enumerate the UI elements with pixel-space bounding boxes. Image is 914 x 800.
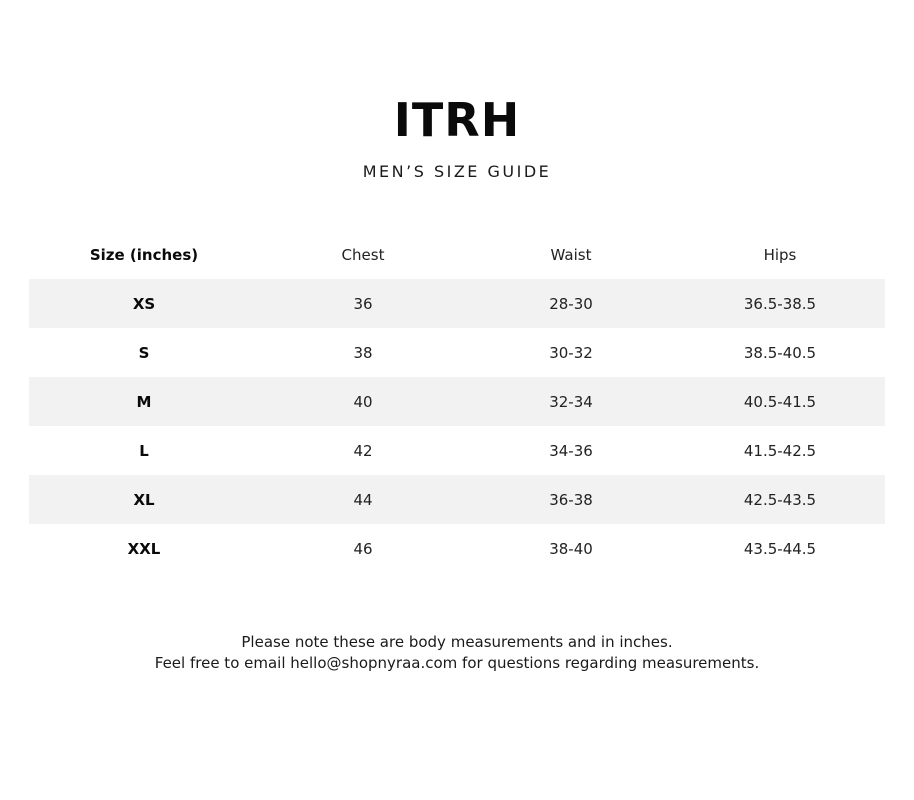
chest-cell: 44 bbox=[353, 490, 373, 509]
chest-cell: 42 bbox=[353, 441, 373, 460]
size-cell: L bbox=[139, 441, 149, 460]
size-table bbox=[29, 230, 885, 573]
hips-cell: 41.5-42.5 bbox=[743, 441, 817, 460]
measurement-note bbox=[0, 632, 914, 674]
table-row bbox=[29, 377, 885, 426]
size-cell: M bbox=[136, 392, 152, 411]
table-header-row bbox=[29, 230, 885, 279]
header-waist: Waist bbox=[550, 245, 592, 264]
chest-cell: 46 bbox=[353, 539, 373, 558]
header-hips: Hips bbox=[763, 245, 797, 264]
hips-cell: 38.5-40.5 bbox=[743, 343, 817, 362]
waist-cell: 36-38 bbox=[549, 490, 593, 509]
page-subtitle: MEN’S SIZE GUIDE bbox=[362, 162, 552, 181]
waist-cell: 28-30 bbox=[549, 294, 593, 313]
table-row bbox=[29, 426, 885, 475]
hips-cell: 40.5-41.5 bbox=[743, 392, 817, 411]
hips-cell: 36.5-38.5 bbox=[743, 294, 817, 313]
hips-cell: 43.5-44.5 bbox=[743, 539, 817, 558]
table-row bbox=[29, 279, 885, 328]
size-cell: S bbox=[138, 343, 150, 362]
waist-cell: 32-34 bbox=[549, 392, 593, 411]
waist-cell: 30-32 bbox=[549, 343, 593, 362]
header-chest: Chest bbox=[341, 245, 385, 264]
table-row bbox=[29, 475, 885, 524]
size-cell: XL bbox=[133, 490, 155, 509]
brand-logo-text: ITRH bbox=[393, 93, 521, 147]
waist-cell: 34-36 bbox=[549, 441, 593, 460]
size-cell: XS bbox=[132, 294, 156, 313]
hips-cell: 42.5-43.5 bbox=[743, 490, 817, 509]
table-row bbox=[29, 524, 885, 573]
size-cell: XXL bbox=[127, 539, 161, 558]
chest-cell: 36 bbox=[353, 294, 373, 313]
note-line-1: Please note these are body measurements and in inches. bbox=[241, 633, 673, 651]
note-line-2: Feel free to email hello@shopnyraa.com for questions regarding measurements. bbox=[154, 654, 760, 672]
chest-cell: 38 bbox=[353, 343, 373, 362]
chest-cell: 40 bbox=[353, 392, 373, 411]
header-size: Size (inches) bbox=[89, 245, 199, 264]
table-row bbox=[29, 328, 885, 377]
waist-cell: 38-40 bbox=[549, 539, 593, 558]
